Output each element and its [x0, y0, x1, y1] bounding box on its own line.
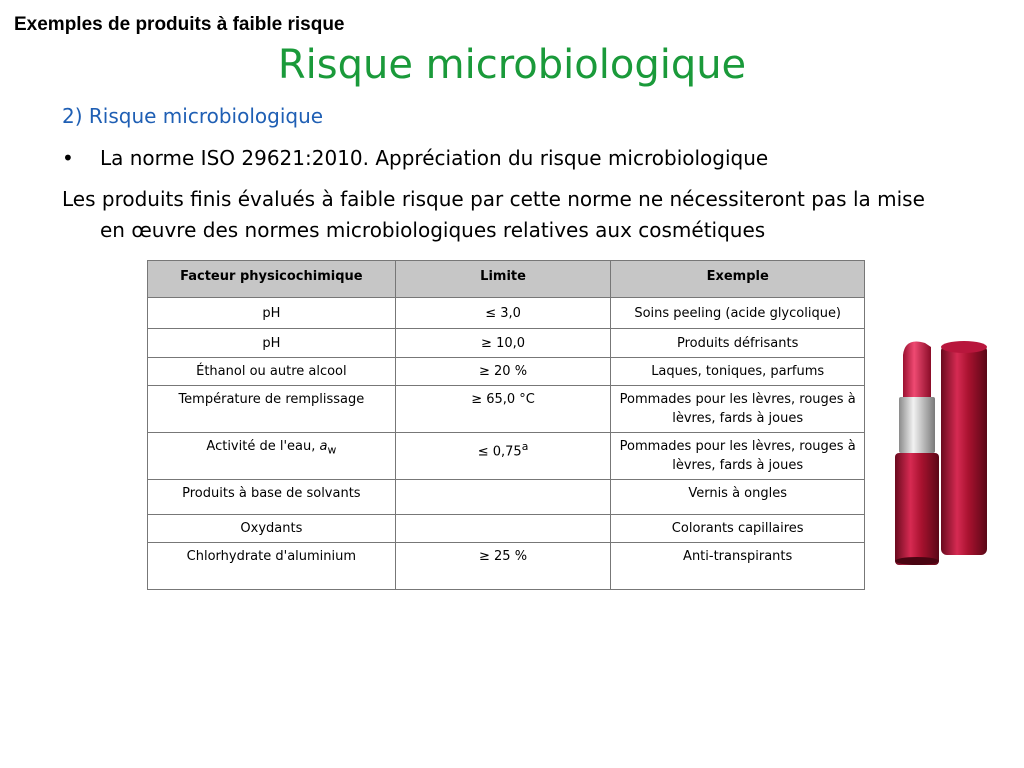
table-row — [148, 298, 865, 329]
factor-sub: w — [327, 443, 337, 457]
cell-limit: ≥ 20 % — [395, 358, 611, 386]
section-heading: 2) Risque microbiologique — [62, 104, 324, 128]
cell-factor: Éthanol ou autre alcool — [148, 358, 396, 386]
cell-factor: Produits à base de solvants — [148, 480, 396, 515]
table-row — [148, 480, 865, 515]
paragraph-line-2: en œuvre des normes microbiologiques relatives aux cosmétiques — [100, 218, 766, 242]
factor-var: a — [319, 439, 328, 454]
risk-table — [147, 260, 865, 590]
cell-factor: pH — [148, 329, 396, 358]
cell-example: Vernis à ongles — [611, 480, 865, 515]
cell-factor: Température de remplissage — [148, 386, 396, 433]
cell-factor: Chlorhydrate d'aluminium — [148, 543, 396, 590]
paragraph-line-1: Les produits finis évalués à faible risque par cette norme ne nécessiteront pas la mise — [62, 187, 925, 211]
table-row — [148, 358, 865, 386]
cell-limit — [395, 433, 611, 480]
cell-limit — [395, 515, 611, 543]
paragraph — [62, 184, 962, 246]
cell-factor — [148, 433, 396, 480]
header-factor: Facteur physicochimique — [148, 261, 396, 298]
lipstick-bullet — [903, 342, 931, 398]
table-header-row — [148, 261, 865, 298]
cell-example: Produits défrisants — [611, 329, 865, 358]
factor-prefix: Activité de l'eau, — [206, 439, 320, 454]
cell-factor: Oxydants — [148, 515, 396, 543]
cell-limit — [395, 480, 611, 515]
header-example: Exemple — [611, 261, 865, 298]
table-row — [148, 433, 865, 480]
slide-title: Risque microbiologique — [277, 42, 747, 88]
cell-example: Laques, toniques, parfums — [611, 358, 865, 386]
cell-limit: ≤ 3,0 — [395, 298, 611, 329]
limit-sup: a — [521, 440, 529, 453]
top-label: Exemples de produits à faible risque — [14, 14, 345, 35]
cell-example: Pommades pour les lèvres, rouges à lèvres, fards à joues — [611, 433, 865, 480]
cell-factor: pH — [148, 298, 396, 329]
cell-example: Soins peeling (acide glycolique) — [611, 298, 865, 329]
table-row — [148, 329, 865, 358]
bullet-marker: • — [62, 146, 74, 170]
table-row — [148, 543, 865, 590]
cell-limit: ≥ 25 % — [395, 543, 611, 590]
lipstick-silver-band — [899, 397, 935, 453]
cell-limit: ≥ 10,0 — [395, 329, 611, 358]
cell-limit: ≥ 65,0 °C — [395, 386, 611, 433]
bullet-text: La norme ISO 29621:2010. Appréciation du risque microbiologique — [100, 146, 769, 170]
cell-example: Pommades pour les lèvres, rouges à lèvres, fards à joues — [611, 386, 865, 433]
cell-example: Anti-transpirants — [611, 543, 865, 590]
lipstick-base — [895, 453, 939, 565]
table-row — [148, 515, 865, 543]
header-limit: Limite — [395, 261, 611, 298]
bullet-item — [62, 146, 768, 170]
limit-value: ≤ 0,75 — [477, 444, 522, 460]
lipstick-cap — [941, 345, 987, 555]
cell-example: Colorants capillaires — [611, 515, 865, 543]
lipstick-image — [885, 335, 995, 565]
table-row — [148, 386, 865, 433]
